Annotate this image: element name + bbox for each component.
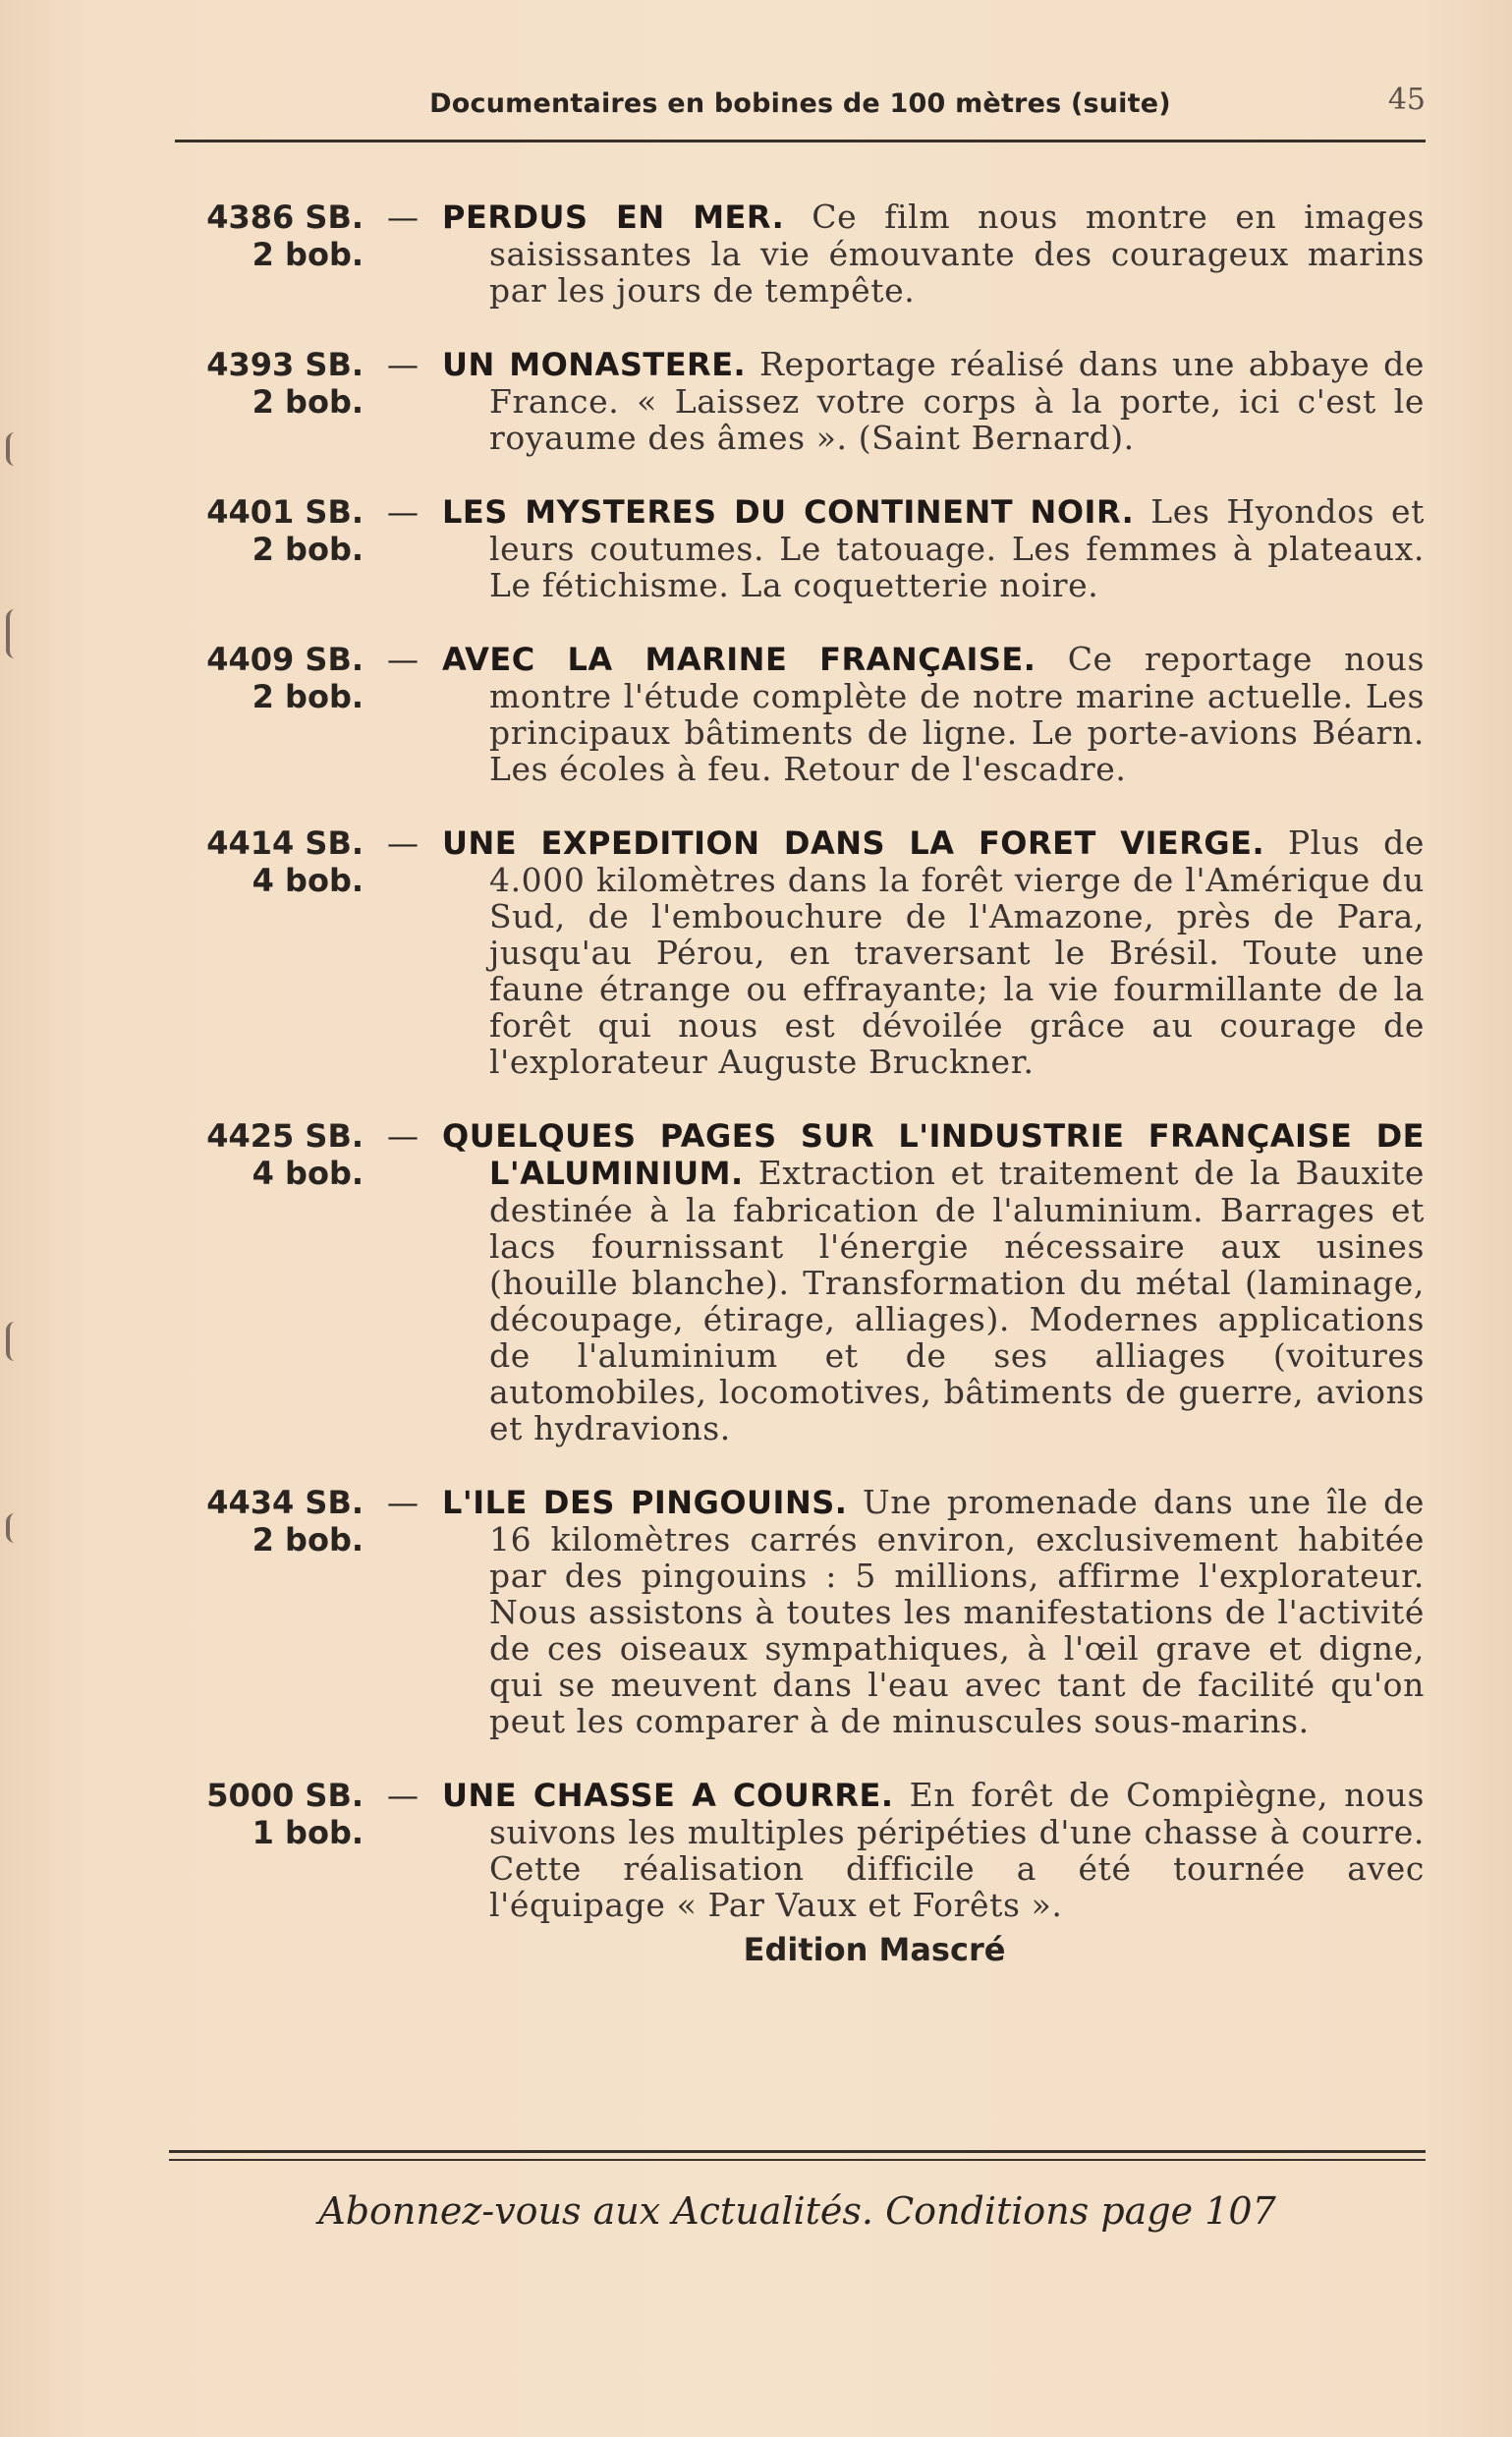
entry-dash: — <box>387 1484 419 1521</box>
entry-number: 4409 SB. <box>206 641 364 678</box>
entry-number: 4401 SB. <box>206 493 364 531</box>
entry-number: 4434 SB. <box>206 1484 364 1521</box>
catalog-entry <box>187 1777 1425 1923</box>
entry-dash: — <box>387 641 419 678</box>
margin-mark <box>6 1322 24 1361</box>
entry-reels: 2 bob. <box>252 236 364 273</box>
margin-mark <box>6 1513 24 1543</box>
entry-title: PERDUS EN MER. <box>442 198 785 236</box>
catalog-entry <box>187 1117 1425 1446</box>
entry-text: Ce film nous montre en images saisissantes la vie émouvante des courageux marins par les jours de tempête. <box>489 198 1426 310</box>
margin-mark <box>6 609 24 658</box>
entry-text: Une promenade dans une île de 16 kilomètres carrés environ, exclusivement habitée par des pingouins : 5 millions, affirme l'explorateur. Nous assistons à toutes les manifestations de l'activité de ces oiseaux sympathiques, à l'œil grave et digne, qui se meuvent dans l'eau avec tant de facilité qu'on peut les comparer à de minuscules sous-marins. <box>489 1483 1425 1740</box>
entry-dash: — <box>387 198 419 236</box>
entry-ref <box>187 493 364 603</box>
entry-ref <box>187 198 364 309</box>
entry-body <box>442 824 1425 1080</box>
catalog-entry <box>187 346 1425 456</box>
entry-number: 4425 SB. <box>206 1117 364 1155</box>
catalog-entry <box>187 1484 1425 1739</box>
entry-reels: 1 bob. <box>252 1814 364 1851</box>
entry-number: 4386 SB. <box>206 198 364 236</box>
entry-body <box>442 641 1425 787</box>
catalog-entry <box>187 493 1425 603</box>
entry-dash: — <box>387 493 419 531</box>
entry-number: 4414 SB. <box>206 824 364 862</box>
entry-ref <box>187 1117 364 1446</box>
page-header <box>175 81 1426 142</box>
entry-ref <box>187 346 364 456</box>
entry-dash: — <box>387 824 419 862</box>
entry-number: 5000 SB. <box>206 1777 364 1814</box>
entry-reels: 2 bob. <box>252 1521 364 1559</box>
entry-ref <box>187 641 364 787</box>
entry-number: 4393 SB. <box>206 346 364 383</box>
entry-body <box>442 493 1425 603</box>
entry-text: Ce reportage nous montre l'étude complète de notre marine actuelle. Les principaux bâtiments de ligne. Le porte-avions Béarn. Les écoles à feu. Retour de l'escadre. <box>489 640 1425 788</box>
footer-rule <box>169 2150 1426 2153</box>
catalog-entry <box>187 824 1425 1080</box>
entry-title: QUELQUES PAGES SUR L'INDUSTRIE FRANÇAISE DE L'ALUMINIUM. <box>442 1117 1425 1192</box>
margin-mark <box>6 432 24 466</box>
entry-text: Les Hyondos et leurs coutumes. Le tatouage. Les femmes à plateaux. Le fétichisme. La coquetterie noire. <box>489 492 1426 604</box>
entry-reels: 2 bob. <box>252 678 364 715</box>
entry-body <box>442 198 1425 309</box>
entry-body <box>442 1484 1425 1739</box>
entry-dash: — <box>387 346 419 383</box>
entry-title: LES MYSTERES DU CONTINENT NOIR. <box>442 493 1135 531</box>
entry-ref <box>187 824 364 1080</box>
entry-reels: 4 bob. <box>252 862 364 899</box>
entry-dash: — <box>387 1777 419 1814</box>
entry-dash: — <box>387 1117 419 1155</box>
entry-text: En forêt de Compiègne, nous suivons les multiples péripéties d'une chasse à courre. Cette réalisation difficile a été tournée avec l'équipage « Par Vaux et Forêts ». <box>489 1776 1426 1924</box>
entry-text: Plus de 4.000 kilomètres dans la forêt vierge de l'Amérique du Sud, de l'embouchure de l'Amazone, près de Para, jusqu'au Pérou, en traversant le Brésil. Toute une faune étrange ou effrayante; la vie fourmillante de la forêt qui nous est dévoilée grâce au courage de l'explorateur Auguste Bruckner. <box>489 823 1426 1081</box>
entry-reels: 4 bob. <box>252 1155 364 1192</box>
catalog-entry <box>187 641 1425 787</box>
entry-ref <box>187 1484 364 1739</box>
entry-ref <box>187 1777 364 1923</box>
entry-body <box>442 1117 1425 1446</box>
page-number: 45 <box>1387 83 1426 117</box>
entry-title: L'ILE DES PINGOUINS. <box>442 1484 848 1521</box>
entry-reels: 2 bob. <box>252 531 364 568</box>
entry-list <box>187 198 1425 1968</box>
entry-text: Extraction et traitement de la Bauxite destinée à la fabrication de l'aluminium. Barrages et lacs fournissant l'énergie nécessaire aux usines (houille blanche). Transformation du métal (laminage, découpage, étirage, alliages). Modernes applications de l'aluminium et de ses alliages (voitures automobiles, locomotives, bâtiments de guerre, avions et hydravions. <box>489 1154 1425 1447</box>
entry-body <box>442 346 1425 456</box>
entry-title: UNE EXPEDITION DANS LA FORET VIERGE. <box>442 824 1265 862</box>
entry-body <box>442 1777 1425 1923</box>
catalog-entry <box>187 198 1425 309</box>
header-title: Documentaires en bobines de 100 mètres (suite) <box>429 88 1171 119</box>
entry-title: AVEC LA MARINE FRANÇAISE. <box>442 641 1036 678</box>
edition-credit: Edition Mascré <box>743 1931 1006 1968</box>
entry-title: UNE CHASSE A COURRE. <box>442 1777 894 1814</box>
entry-title: UN MONASTERE. <box>442 346 747 383</box>
entry-text: Reportage réalisé dans une abbaye de France. « Laissez votre corps à la porte, ici c'est le royaume des âmes ». (Saint Bernard). <box>489 345 1426 457</box>
footer-rule <box>169 2159 1426 2161</box>
footer-notice: Abonnez-vous aux Actualités. Conditions page 107 <box>318 2189 1276 2233</box>
entry-reels: 2 bob. <box>252 383 364 421</box>
